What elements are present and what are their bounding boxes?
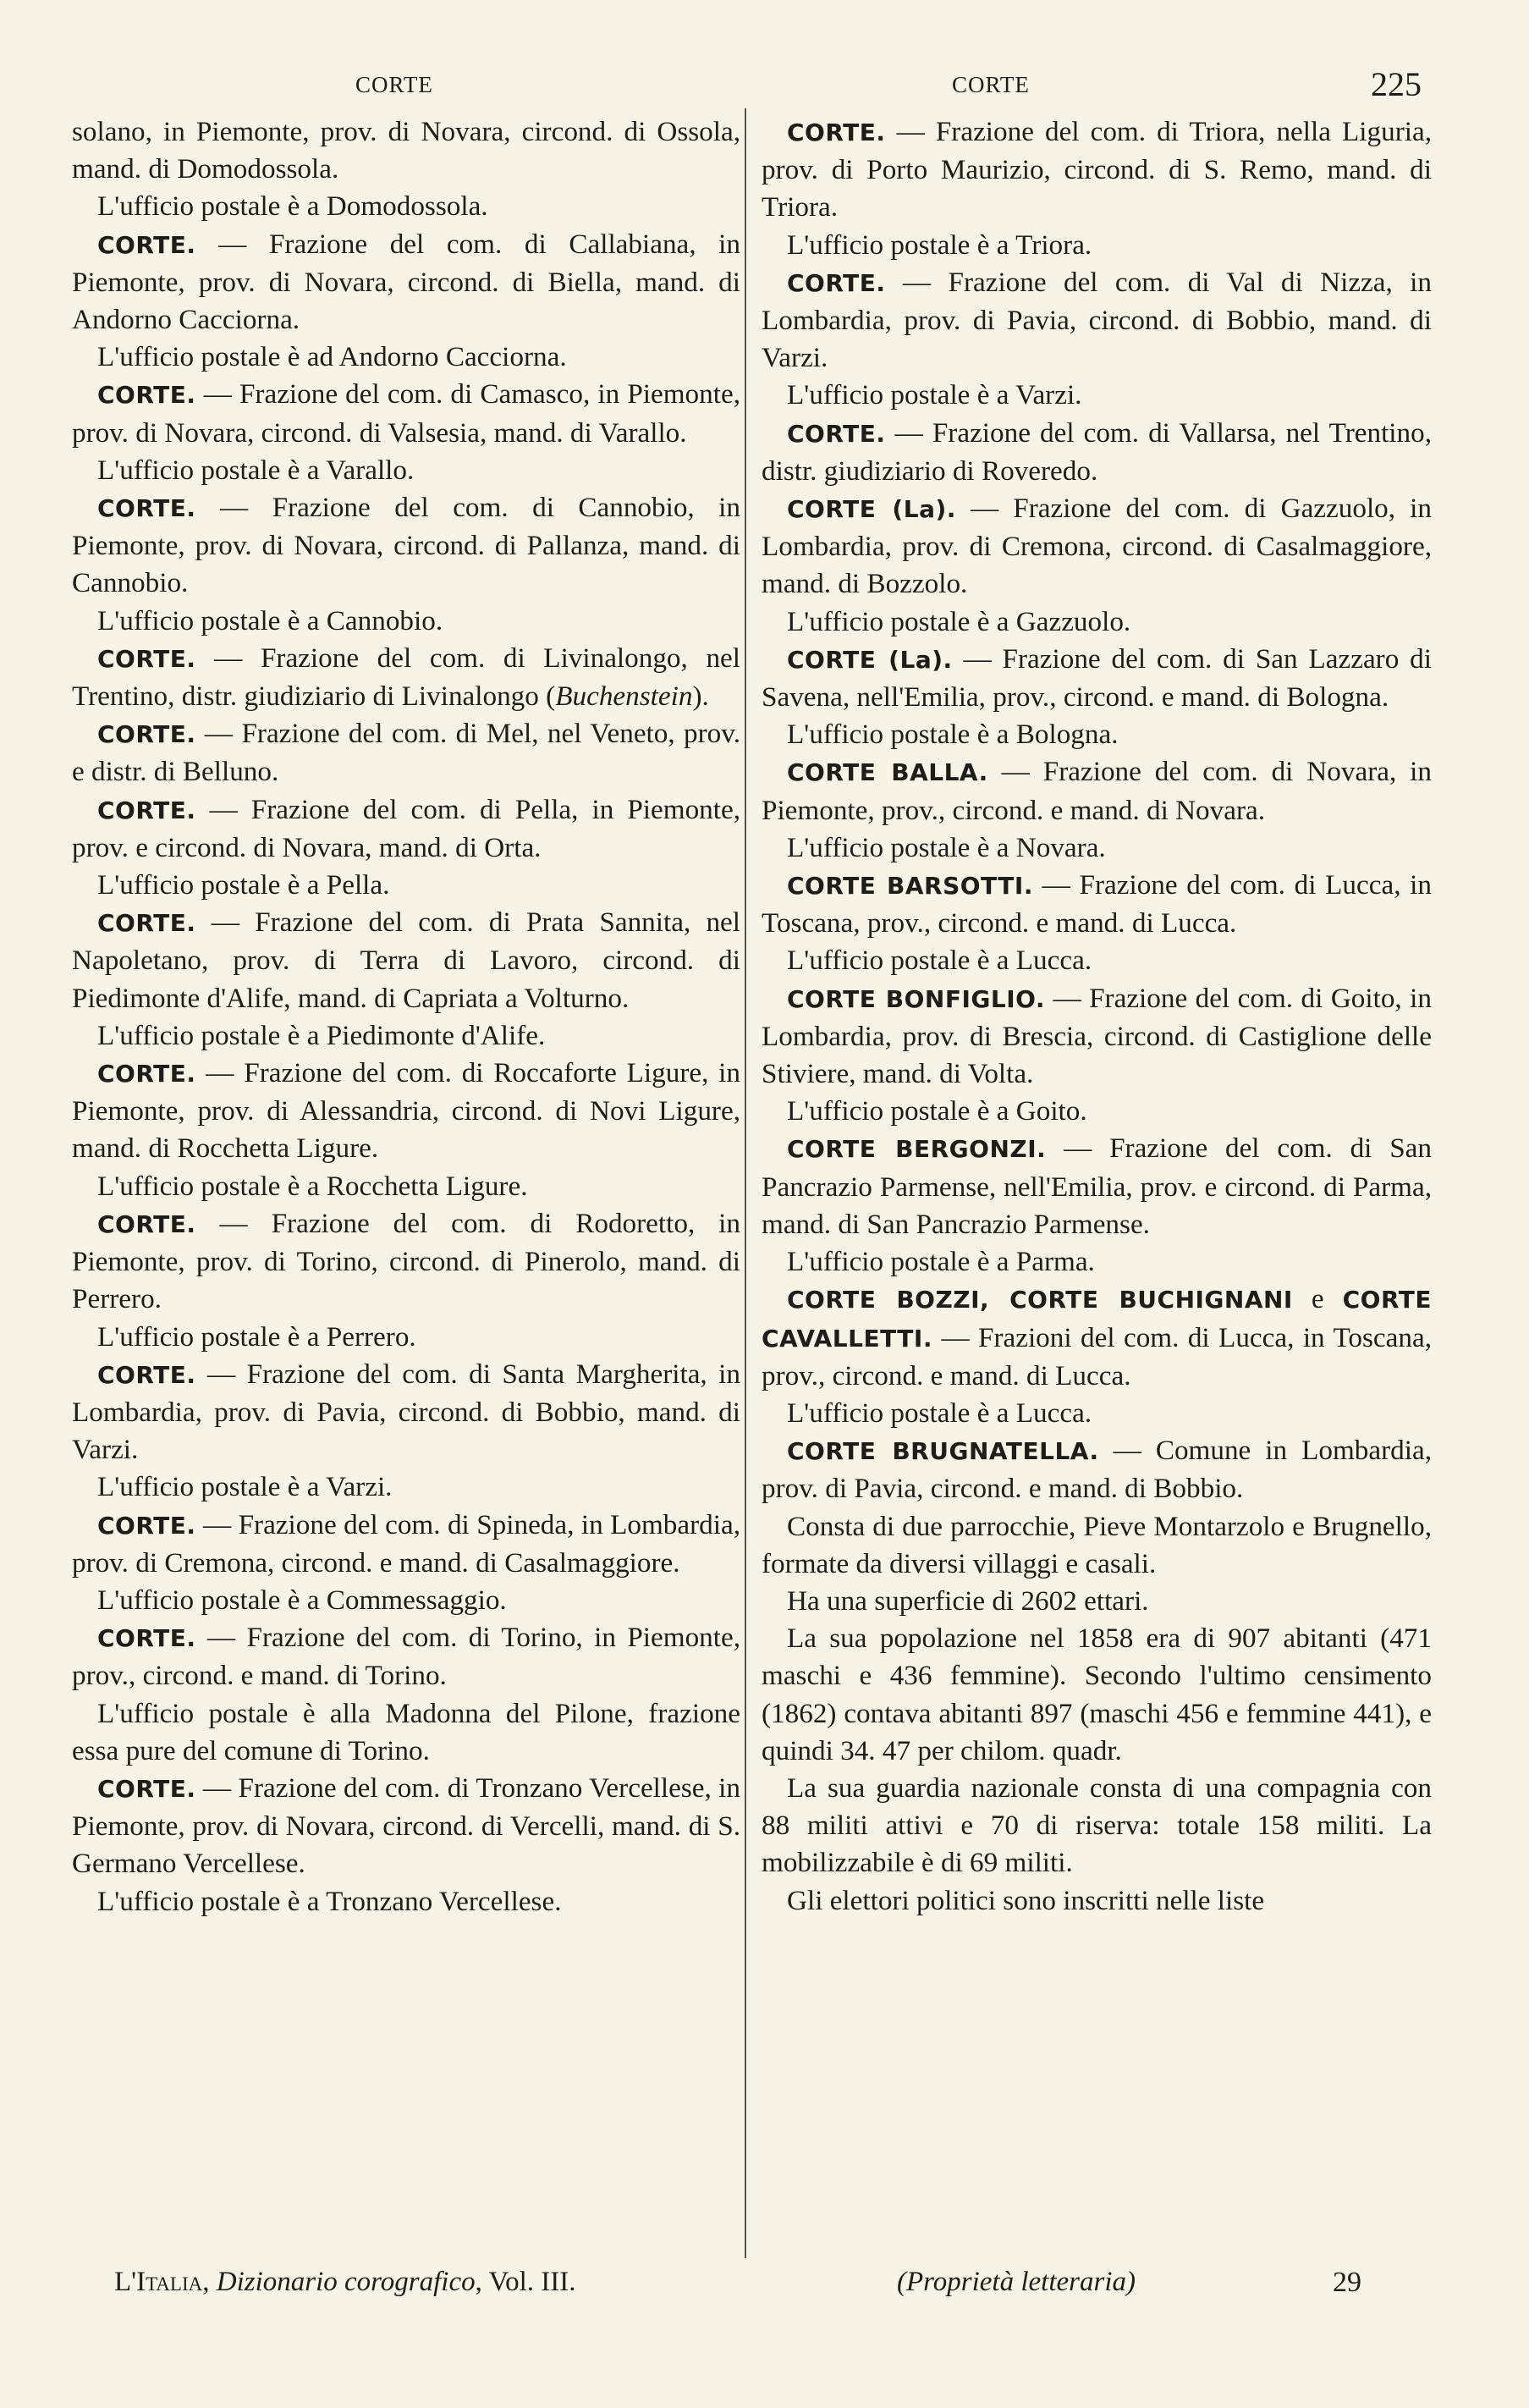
entry-text: — Frazione del com. di Gazzuolo, in Lombardia, prov. di Cremona, circond. di Casalmaggiore, mand. di Bozzolo. (762, 493, 1432, 600)
entry-paragraph (762, 942, 1432, 979)
dictionary-entry (762, 113, 1432, 227)
entry-text: — Frazione del com. di Vallarsa, nel Trentino, distr. giudiziario di Roveredo. (762, 416, 1432, 487)
entry-text: — Frazione del com. di Goito, in Lombardia, prov. di Brescia, circond. di Castiglione delle Stiviere, mand. di Volta. (762, 982, 1432, 1090)
entry-text: — Frazione del com. di Rodoretto, in Piemonte, prov. di Torino, circond. di Pinerolo, mand. di Perrero. (72, 1207, 740, 1315)
entry-paragraph (762, 1243, 1432, 1281)
entry-paragraph (72, 339, 740, 376)
entry-headword: CORTE BALLA. (787, 758, 988, 787)
entry-text: — Frazione del com. di San Lazzaro di Savena, nell'Emilia, prov., circond. e mand. di Bologna. (762, 642, 1432, 714)
entry-text: L'ufficio postale è a Lucca. (787, 1397, 1092, 1429)
entry-headword: CORTE. (97, 1060, 196, 1088)
running-head-left: CORTE (355, 72, 433, 97)
entry-text: L'ufficio postale è a Perrero. (97, 1320, 416, 1353)
entry-headword: CORTE. (97, 1360, 196, 1389)
dictionary-entry (762, 1130, 1432, 1243)
dictionary-entry (762, 980, 1432, 1094)
entry-paragraph (762, 1882, 1432, 1920)
entry-text: L'ufficio postale è a Varzi. (97, 1471, 393, 1503)
dictionary-entry (762, 415, 1432, 490)
entry-paragraph (762, 1770, 1432, 1882)
right-column (762, 113, 1432, 1920)
dictionary-entry (72, 1205, 740, 1319)
entry-text: — Frazione del com. di Prata Sannita, nel Napoletano, prov. di Terra di Lavoro, circond. di Piedimonte d'Alife, mand. di Capriata a Volturno. (72, 906, 740, 1014)
entry-text: L'ufficio postale è a Domodossola. (97, 190, 488, 223)
footer-left: L'Italia, Dizionario corografico, Vol. III. (114, 2267, 576, 2297)
entry-text: — Frazione del com. di Camasco, in Piemonte, prov. di Novara, circond. di Valsesia, mand. di Varallo. (72, 378, 740, 449)
entry-headword: CORTE BONFIGLIO. (787, 984, 1045, 1013)
entry-text: L'ufficio postale è a Goito. (787, 1095, 1087, 1127)
entry-text: L'ufficio postale è a Piedimonte d'Alife. (97, 1019, 546, 1051)
entry-text: solano, in Piemonte, prov. di Novara, circond. di Ossola, mand. di Domodossola. (72, 116, 740, 185)
entry-headword: CORTE. (97, 720, 196, 749)
entry-text: L'ufficio postale è a Bologna. (787, 719, 1119, 751)
entry-text: — Frazione del com. di Cannobio, in Piemonte, prov. di Novara, circond. di Pallanza, mand. di Cannobio. (72, 492, 740, 599)
entry-paragraph (72, 188, 740, 225)
dictionary-entry (72, 904, 740, 1017)
entry-text: La sua popolazione nel 1858 era di 907 abitanti (471 maschi e 436 femmine). Secondo l'ultimo censimento (1862) contava abitanti 897 (maschi 456 e femmine 441), e quindi 34. 47 per chilom. quadr. (762, 1623, 1432, 1766)
entry-text: — Frazione del com. di Torino, in Piemonte, prov., circond. e mand. di Torino. (72, 1622, 740, 1692)
entry-headword: CORTE. (97, 230, 196, 259)
headword-joiner: e (1292, 1283, 1343, 1315)
page-number: 225 (1371, 65, 1422, 103)
entry-headword: CORTE (La). (787, 495, 956, 524)
entry-text: L'ufficio postale è a Varzi. (787, 379, 1082, 411)
entry-headword: CORTE. (97, 909, 196, 938)
entry-paragraph (72, 113, 740, 188)
entry-text: L'ufficio postale è a Pella. (97, 869, 390, 901)
entry-paragraph (762, 603, 1432, 641)
footer-book-title: Dizionario corografico (216, 2267, 476, 2297)
entry-headword: CORTE. (97, 796, 196, 824)
entry-text: — Frazione del com. di Triora, nella Liguria, prov. di Porto Maurizio, circond. di S. Remo, mand. di Triora. (762, 116, 1432, 223)
signature-mark: 29 (1333, 2267, 1361, 2298)
entry-headword: CORTE. (787, 268, 886, 297)
entry-headword: CORTE CAVALLETTI. (762, 1286, 1432, 1353)
entry-text: La sua guardia nazionale consta di una compagnia con 88 militi attivi e 70 di riserva: totale 158 militi. La mobilizzabile è di 69 militi. (762, 1772, 1432, 1879)
entry-text: — Frazione del com. di San Pancrazio Parmense, nell'Emilia, prov. e circond. di Parma, mand. di San Pancrazio Parmense. (762, 1132, 1432, 1240)
column-divider (745, 108, 746, 2258)
entry-text: L'ufficio postale è a Triora. (787, 229, 1092, 261)
entry-paragraph (762, 1620, 1432, 1770)
entry-headword: CORTE (La). (787, 645, 953, 674)
footer-copyright: (Proprietà letteraria) (897, 2267, 1136, 2297)
entry-italic-text: Buchenstein (555, 681, 693, 713)
dictionary-entry (72, 1055, 740, 1168)
entry-text-tail: ). (692, 681, 709, 713)
entry-headword: CORTE. (97, 381, 196, 410)
dictionary-entry (72, 489, 740, 603)
entry-text: — Frazione del com. di Mel, nel Veneto, prov. e distr. di Belluno. (72, 718, 740, 788)
entry-paragraph (72, 1883, 740, 1920)
entry-paragraph (72, 1582, 740, 1619)
entry-paragraph (762, 1508, 1432, 1583)
entry-paragraph (762, 829, 1432, 867)
entry-text: L'ufficio postale è a Varallo. (97, 454, 415, 486)
footer-volume: Vol. III. (488, 2267, 576, 2297)
entry-text: — Frazione del com. di Santa Margherita, in Lombardia, prov. di Pavia, circond. di Bobbio, mand. di Varzi. (72, 1358, 740, 1466)
entry-headword: CORTE. (97, 1511, 196, 1540)
dictionary-entry (72, 1356, 740, 1469)
entry-text: Consta di due parrocchie, Pieve Montarzolo e Brugnello, formate da diversi villaggi e casali. (762, 1510, 1432, 1579)
entry-paragraph (762, 377, 1432, 414)
entry-headword: CORTE. (787, 419, 886, 448)
entry-text: — Frazione del com. di Spineda, in Lombardia, prov. di Cremona, circond. e mand. di Casalmaggiore. (72, 1508, 740, 1579)
entry-text: — Frazione del com. di Livinalongo, nel Trentino, distr. giudiziario di Livinalongo ( (72, 642, 740, 713)
entry-headword: CORTE BOZZI, CORTE BUCHIGNANI (787, 1286, 1293, 1314)
entry-text: — Frazioni del com. di Lucca, in Toscana, prov., circond. e mand. di Lucca. (762, 1321, 1432, 1391)
entry-paragraph (72, 1017, 740, 1055)
dictionary-entry (72, 715, 740, 791)
entry-headword: CORTE BRUGNATELLA. (787, 1437, 1099, 1466)
entry-text: — Frazione del com. di Pella, in Piemonte, prov. e circond. di Novara, mand. di Orta. (72, 793, 740, 863)
entry-text: L'ufficio postale è a Tronzano Vercellese. (97, 1885, 562, 1917)
dictionary-entry (762, 867, 1432, 942)
entry-paragraph (762, 716, 1432, 753)
entry-paragraph (762, 227, 1432, 264)
dictionary-entry (72, 640, 740, 715)
entry-text: Ha una superficie di 2602 ettari. (787, 1584, 1149, 1617)
entry-text: — Comune in Lombardia, prov. di Pavia, circond. e mand. di Bobbio. (762, 1435, 1432, 1505)
entry-text: L'ufficio postale è a Parma. (787, 1246, 1095, 1278)
entry-paragraph (72, 452, 740, 489)
entry-headword: CORTE. (97, 644, 196, 673)
entry-text: L'ufficio postale è a Lucca. (787, 945, 1092, 977)
dictionary-entry (72, 1619, 740, 1694)
entry-headword: CORTE. (97, 1624, 196, 1653)
entry-paragraph (72, 1319, 740, 1356)
footer-publication: L'Italia (114, 2267, 203, 2297)
entry-paragraph (762, 1093, 1432, 1130)
entry-text: — Frazione del com. di Novara, in Piemonte, prov., circond. e mand. di Novara. (762, 756, 1432, 826)
running-head-right: CORTE (952, 72, 1030, 97)
entry-headword: CORTE. (97, 1774, 196, 1803)
entry-headword: CORTE. (97, 494, 196, 523)
entry-text: — Frazione del com. di Lucca, in Toscana, prov., circond. e mand. di Lucca. (762, 869, 1432, 940)
entry-headword: CORTE BARSOTTI. (787, 872, 1033, 901)
entry-text: L'ufficio postale è alla Madonna del Pilone, frazione essa pure del comune di Torino. (72, 1697, 740, 1766)
entry-text: — Frazione del com. di Val di Nizza, in Lombardia, prov. di Pavia, circond. di Bobbio, mand. di Varzi. (762, 266, 1432, 374)
entry-paragraph (762, 1583, 1432, 1620)
dictionary-entry (762, 1432, 1432, 1507)
entry-paragraph (762, 1395, 1432, 1432)
entry-paragraph (72, 1168, 740, 1205)
dictionary-entry (762, 264, 1432, 377)
entry-text: — Frazione del com. di Tronzano Vercellese, in Piemonte, prov. di Novara, circond. di Vercelli, mand. di S. Germano Vercellese. (72, 1772, 740, 1880)
entry-paragraph (72, 867, 740, 904)
left-column (72, 113, 740, 1920)
dictionary-entry (762, 753, 1432, 829)
dictionary-entry (762, 490, 1432, 603)
entry-text: — Frazione del com. di Roccaforte Ligure, in Piemonte, prov. di Alessandria, circond. di Novi Ligure, mand. di Rocchetta Ligure. (72, 1057, 740, 1165)
dictionary-entry (72, 1770, 740, 1883)
entry-headword: CORTE BERGONZI. (787, 1135, 1047, 1164)
entry-text: L'ufficio postale è a Commessaggio. (97, 1584, 507, 1616)
entry-paragraph (72, 1468, 740, 1506)
dictionary-entry (72, 1507, 740, 1582)
dictionary-entry (762, 1281, 1432, 1395)
entry-text: Gli elettori politici sono inscritti nelle liste (787, 1884, 1265, 1916)
dictionary-entry (72, 791, 740, 867)
entry-text: — Frazione del com. di Callabiana, in Piemonte, prov. di Novara, circond. di Biella, mand. di Andorno Cacciorna. (72, 228, 740, 336)
entry-paragraph (72, 1695, 740, 1770)
dictionary-entry (762, 641, 1432, 716)
entry-text: L'ufficio postale è a Novara. (787, 831, 1106, 863)
entry-paragraph (72, 603, 740, 640)
entry-text: L'ufficio postale è a Rocchetta Ligure. (97, 1170, 528, 1202)
entry-text: L'ufficio postale è a Gazzuolo. (787, 605, 1131, 637)
dictionary-entry (72, 226, 740, 339)
entry-headword: CORTE. (787, 118, 886, 146)
entry-headword: CORTE. (97, 1210, 196, 1238)
entry-text: L'ufficio postale è ad Andorno Cacciorna. (97, 341, 567, 373)
dictionary-entry (72, 376, 740, 451)
entry-text: L'ufficio postale è a Cannobio. (97, 604, 443, 636)
